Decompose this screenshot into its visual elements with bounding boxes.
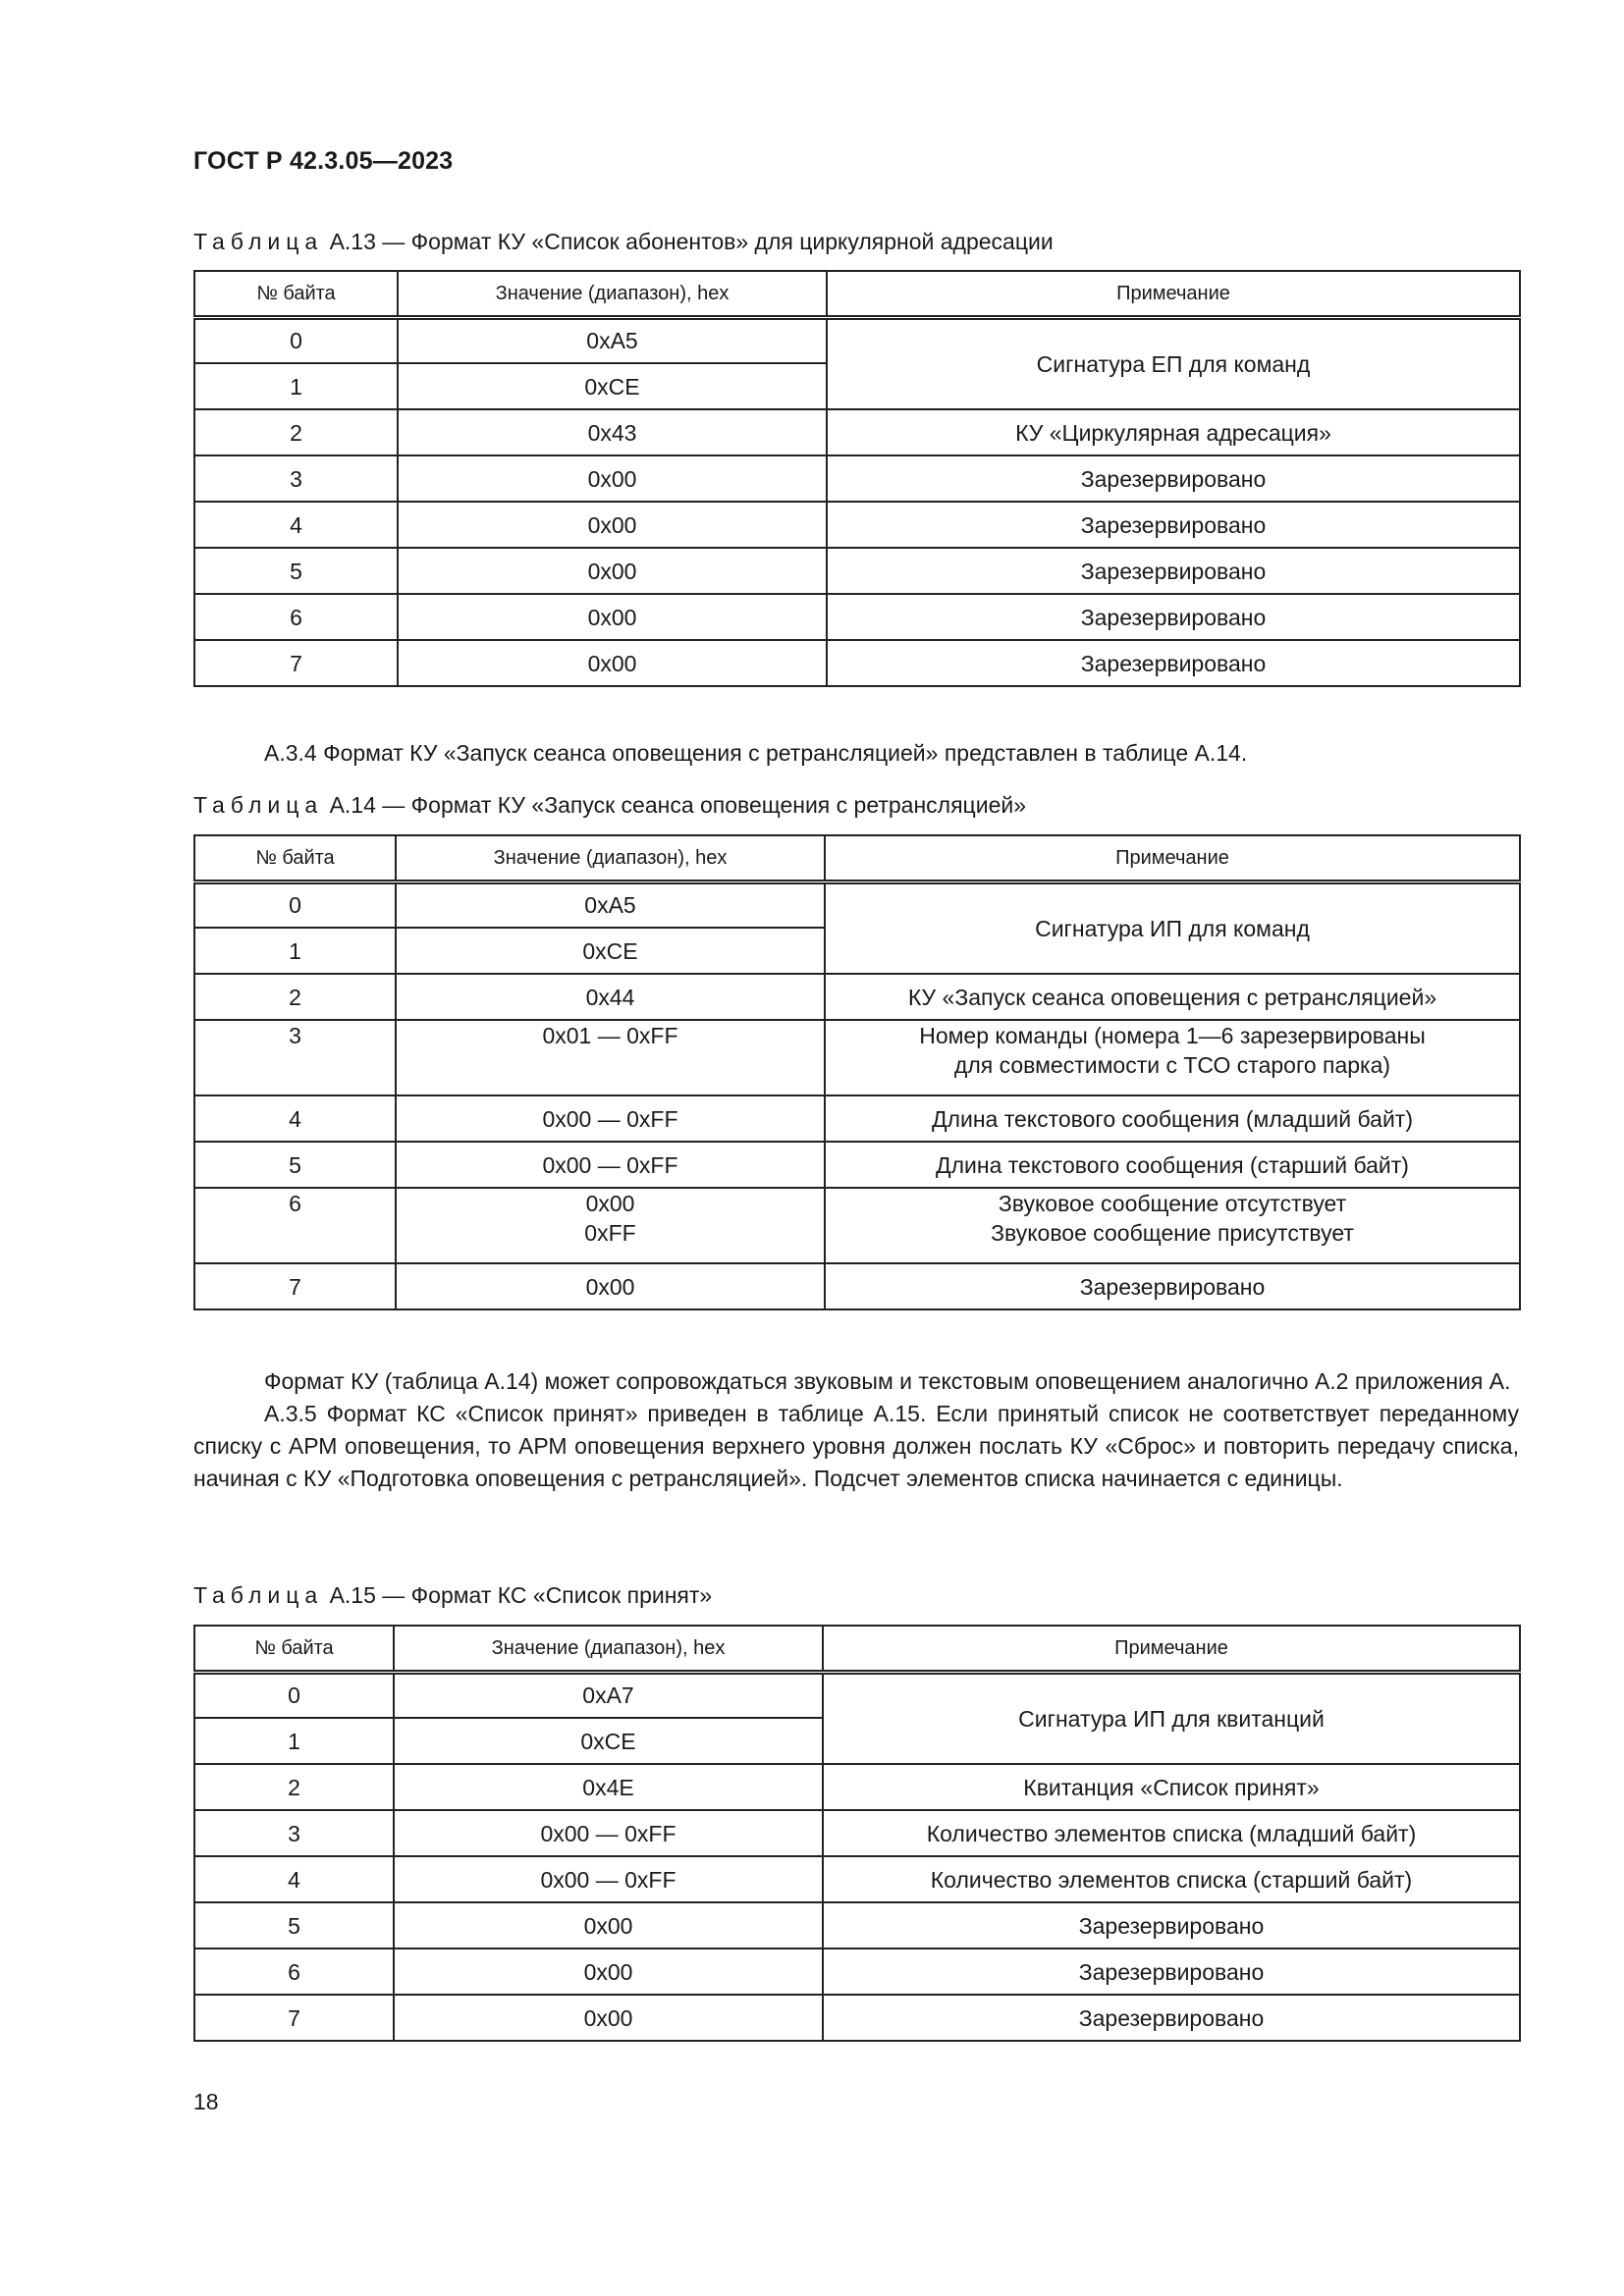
cell-value [394, 1949, 823, 1995]
cell-note [827, 640, 1520, 686]
cell-note [823, 1810, 1520, 1856]
cell-value [396, 1095, 825, 1142]
cell-note [827, 502, 1520, 548]
cell-note [823, 1856, 1520, 1902]
cell-value [394, 1764, 823, 1810]
table-row [194, 1995, 1520, 2041]
cell-value [394, 1718, 823, 1764]
cell-value-line: 0xCE [580, 1728, 636, 1754]
cell-note-line: Зарезервировано [1080, 465, 1267, 492]
cell-byte: 1 [194, 363, 398, 409]
cell-byte: 7 [194, 640, 398, 686]
cell-byte: 1 [194, 928, 396, 974]
cell-note [825, 1142, 1520, 1188]
cell-note-line: для совместимости с ТСО старого парка) [953, 1052, 1391, 1078]
cell-note [827, 548, 1520, 594]
table-row [194, 502, 1520, 548]
table-a15 [193, 1625, 1521, 2042]
caption-prefix: Таблица [193, 1582, 324, 1608]
cell-byte: 7 [194, 1995, 394, 2041]
cell-byte: 2 [194, 1764, 394, 1810]
cell-note-line: Зарезервировано [1078, 1912, 1265, 1939]
cell-value [396, 1188, 825, 1263]
cell-byte: 4 [194, 502, 398, 548]
cell-byte: 4 [194, 1095, 396, 1142]
table-row [194, 1095, 1520, 1142]
caption-text: А.13 — Формат КУ «Список абонентов» для циркулярной адресации [323, 229, 1054, 254]
table-row [194, 548, 1520, 594]
cell-byte: 4 [194, 1856, 394, 1902]
caption-text: А.15 — Формат КС «Список принят» [323, 1582, 713, 1608]
cell-value [398, 317, 827, 363]
table-row [194, 1856, 1520, 1902]
cell-byte: 5 [194, 1142, 396, 1188]
table-row [194, 974, 1520, 1020]
cell-note [827, 409, 1520, 455]
cell-note-line: Сигнатура ЕП для команд [1036, 350, 1311, 377]
cell-note-line: Номер команды (номера 1—6 зарезервированы [919, 1023, 1426, 1048]
table-row [194, 409, 1520, 455]
table-row [194, 1810, 1520, 1856]
table-caption-a14 [193, 790, 1026, 820]
cell-byte: 5 [194, 1902, 394, 1949]
cell-byte: 7 [194, 1263, 396, 1309]
cell-byte: 0 [194, 1672, 394, 1718]
cell-note-line: Зарезервировано [1080, 511, 1267, 538]
cell-byte: 3 [194, 1020, 396, 1095]
cell-byte: 2 [194, 409, 398, 455]
cell-note-line: Длина текстового сообщения (младший байт) [932, 1105, 1413, 1132]
caption-text: А.14 — Формат КУ «Запуск сеанса оповещения с ретрансляцией» [323, 792, 1027, 818]
cell-note [827, 317, 1520, 409]
cell-value [396, 1263, 825, 1309]
table-row [194, 317, 1520, 363]
cell-note-line: Зарезервировано [1078, 2004, 1265, 2031]
column-header-value: Значение (диапазон), hex [398, 271, 827, 317]
cell-value-line: 0x01 — 0xFF [542, 1023, 678, 1048]
paragraph-format-note: Формат КУ (таблица А.14) может сопровождаться звуковым и текстовым оповещением аналогично А.2 приложения А. [264, 1368, 1511, 1394]
cell-note [825, 974, 1520, 1020]
cell-value [396, 881, 825, 928]
cell-value-line: 0x00 [587, 650, 637, 676]
table-row [194, 455, 1520, 502]
table-row [194, 1672, 1520, 1718]
column-header-byte: № байта [194, 1626, 394, 1672]
cell-value-line: 0x4E [582, 1774, 634, 1800]
cell-byte: 1 [194, 1718, 394, 1764]
column-header-note: Примечание [827, 271, 1520, 317]
table-row [194, 1142, 1520, 1188]
cell-note-line: Зарезервировано [1080, 650, 1267, 676]
cell-note-line: Количество элементов списка (младший байт) [926, 1820, 1417, 1846]
table-caption-a15 [193, 1580, 712, 1610]
cell-note-line: Зарезервировано [1079, 1273, 1266, 1300]
cell-value [394, 1672, 823, 1718]
column-header-value: Значение (диапазон), hex [394, 1626, 823, 1672]
cell-byte: 3 [194, 455, 398, 502]
table-row [194, 594, 1520, 640]
cell-value-line: 0x00 [585, 1273, 635, 1300]
cell-note [827, 594, 1520, 640]
column-header-byte: № байта [194, 271, 398, 317]
cell-value [396, 928, 825, 974]
cell-note-line: КУ «Циркулярная адресация» [1015, 419, 1331, 446]
table-row [194, 1188, 1520, 1263]
paragraph-a35: А.3.5 Формат КС «Список принят» приведен в таблице А.15. Если принятый список не соответствует переданному списку с АРМ оповещения, то АРМ оповещения верхнего уровня должен послать КУ «Сброс» и повторить передачу списка, начиная с КУ «Подготовка оповещения с ретрансляцией». Подсчет элементов списка начинается с единицы. [193, 1401, 1519, 1491]
page-number: 18 [193, 2089, 219, 2114]
cell-value [398, 640, 827, 686]
cell-note [823, 1995, 1520, 2041]
cell-value-line: 0x43 [587, 419, 637, 446]
cell-note-line: Звуковое сообщение присутствует [991, 1220, 1354, 1246]
cell-value-line: 0x00 [587, 558, 637, 584]
document-header: ГОСТ Р 42.3.05—2023 [193, 147, 454, 175]
cell-value-line: 0xCE [582, 937, 638, 964]
cell-note [825, 881, 1520, 974]
cell-note [823, 1902, 1520, 1949]
column-header-note: Примечание [825, 835, 1520, 881]
paragraph-block [193, 1365, 1519, 1495]
cell-note-line: Сигнатура ИП для квитанций [1018, 1705, 1325, 1732]
cell-value [394, 1995, 823, 2041]
cell-value [398, 363, 827, 409]
paragraph-a34 [193, 737, 1519, 770]
cell-value-line: 0x00 [587, 511, 637, 538]
cell-value [396, 1020, 825, 1095]
cell-byte: 5 [194, 548, 398, 594]
table-row [194, 1020, 1520, 1095]
cell-byte: 0 [194, 881, 396, 928]
cell-value-line: 0x00 [583, 1912, 633, 1939]
table-caption-a13 [193, 227, 1054, 256]
cell-note-line: КУ «Запуск сеанса оповещения с ретрансляцией» [907, 984, 1437, 1010]
cell-byte: 6 [194, 1949, 394, 1995]
cell-value [398, 548, 827, 594]
table-row [194, 640, 1520, 686]
cell-value-line: 0xCE [584, 373, 640, 400]
cell-note [823, 1949, 1520, 1995]
cell-note [825, 1020, 1520, 1095]
cell-note-line: Зарезервировано [1080, 604, 1267, 630]
cell-value [396, 974, 825, 1020]
cell-value [398, 594, 827, 640]
cell-value-line: 0xA5 [584, 892, 636, 919]
cell-value [398, 409, 827, 455]
caption-prefix: Таблица [193, 229, 324, 254]
paragraph-text: А.3.4 Формат КУ «Запуск сеанса оповещения с ретрансляцией» представлен в таблице А.14. [264, 740, 1248, 766]
caption-prefix: Таблица [193, 792, 324, 818]
cell-value-line: 0x44 [585, 984, 635, 1010]
table-row [194, 1902, 1520, 1949]
cell-value-line: 0x00 [583, 2004, 633, 2031]
cell-value-line: 0x00 [587, 604, 637, 630]
cell-value-line: 0x00 — 0xFF [542, 1105, 678, 1132]
cell-note-line: Квитанция «Список принят» [1023, 1774, 1320, 1800]
cell-note [825, 1095, 1520, 1142]
cell-byte: 0 [194, 317, 398, 363]
cell-value-line: 0x00 [583, 1958, 633, 1985]
cell-note-line: Звуковое сообщение отсутствует [998, 1191, 1347, 1216]
cell-value [396, 1142, 825, 1188]
cell-value [398, 502, 827, 548]
cell-value-line: 0x00 — 0xFF [542, 1151, 678, 1178]
cell-note [825, 1188, 1520, 1263]
cell-value-line: 0x00 [587, 465, 637, 492]
cell-value [394, 1856, 823, 1902]
table-a13 [193, 270, 1521, 687]
table-row [194, 1263, 1520, 1309]
cell-note [823, 1672, 1520, 1764]
cell-note-line: Длина текстового сообщения (старший байт) [936, 1151, 1409, 1178]
cell-byte: 2 [194, 974, 396, 1020]
cell-byte: 3 [194, 1810, 394, 1856]
cell-value-line: 0xA5 [586, 328, 638, 354]
cell-note [823, 1764, 1520, 1810]
table-row [194, 1764, 1520, 1810]
cell-note [827, 455, 1520, 502]
cell-value-line: 0x00 — 0xFF [540, 1866, 677, 1893]
cell-value-line: 0x00 [585, 1191, 635, 1216]
cell-value-line: 0xFF [584, 1220, 636, 1246]
cell-byte: 6 [194, 1188, 396, 1263]
table-row [194, 1949, 1520, 1995]
table-a14 [193, 834, 1521, 1310]
cell-note-line: Количество элементов списка (старший байт) [930, 1866, 1413, 1893]
table-row [194, 881, 1520, 928]
cell-note [825, 1263, 1520, 1309]
cell-value-line: 0x00 — 0xFF [540, 1820, 677, 1846]
column-header-value: Значение (диапазон), hex [396, 835, 825, 881]
cell-value-line: 0xA7 [582, 1682, 634, 1709]
cell-byte: 6 [194, 594, 398, 640]
cell-value [394, 1902, 823, 1949]
cell-value [398, 455, 827, 502]
cell-value [394, 1810, 823, 1856]
cell-note-line: Зарезервировано [1078, 1958, 1265, 1985]
column-header-byte: № байта [194, 835, 396, 881]
column-header-note: Примечание [823, 1626, 1520, 1672]
cell-note-line: Зарезервировано [1080, 558, 1267, 584]
cell-note-line: Сигнатура ИП для команд [1035, 915, 1310, 941]
